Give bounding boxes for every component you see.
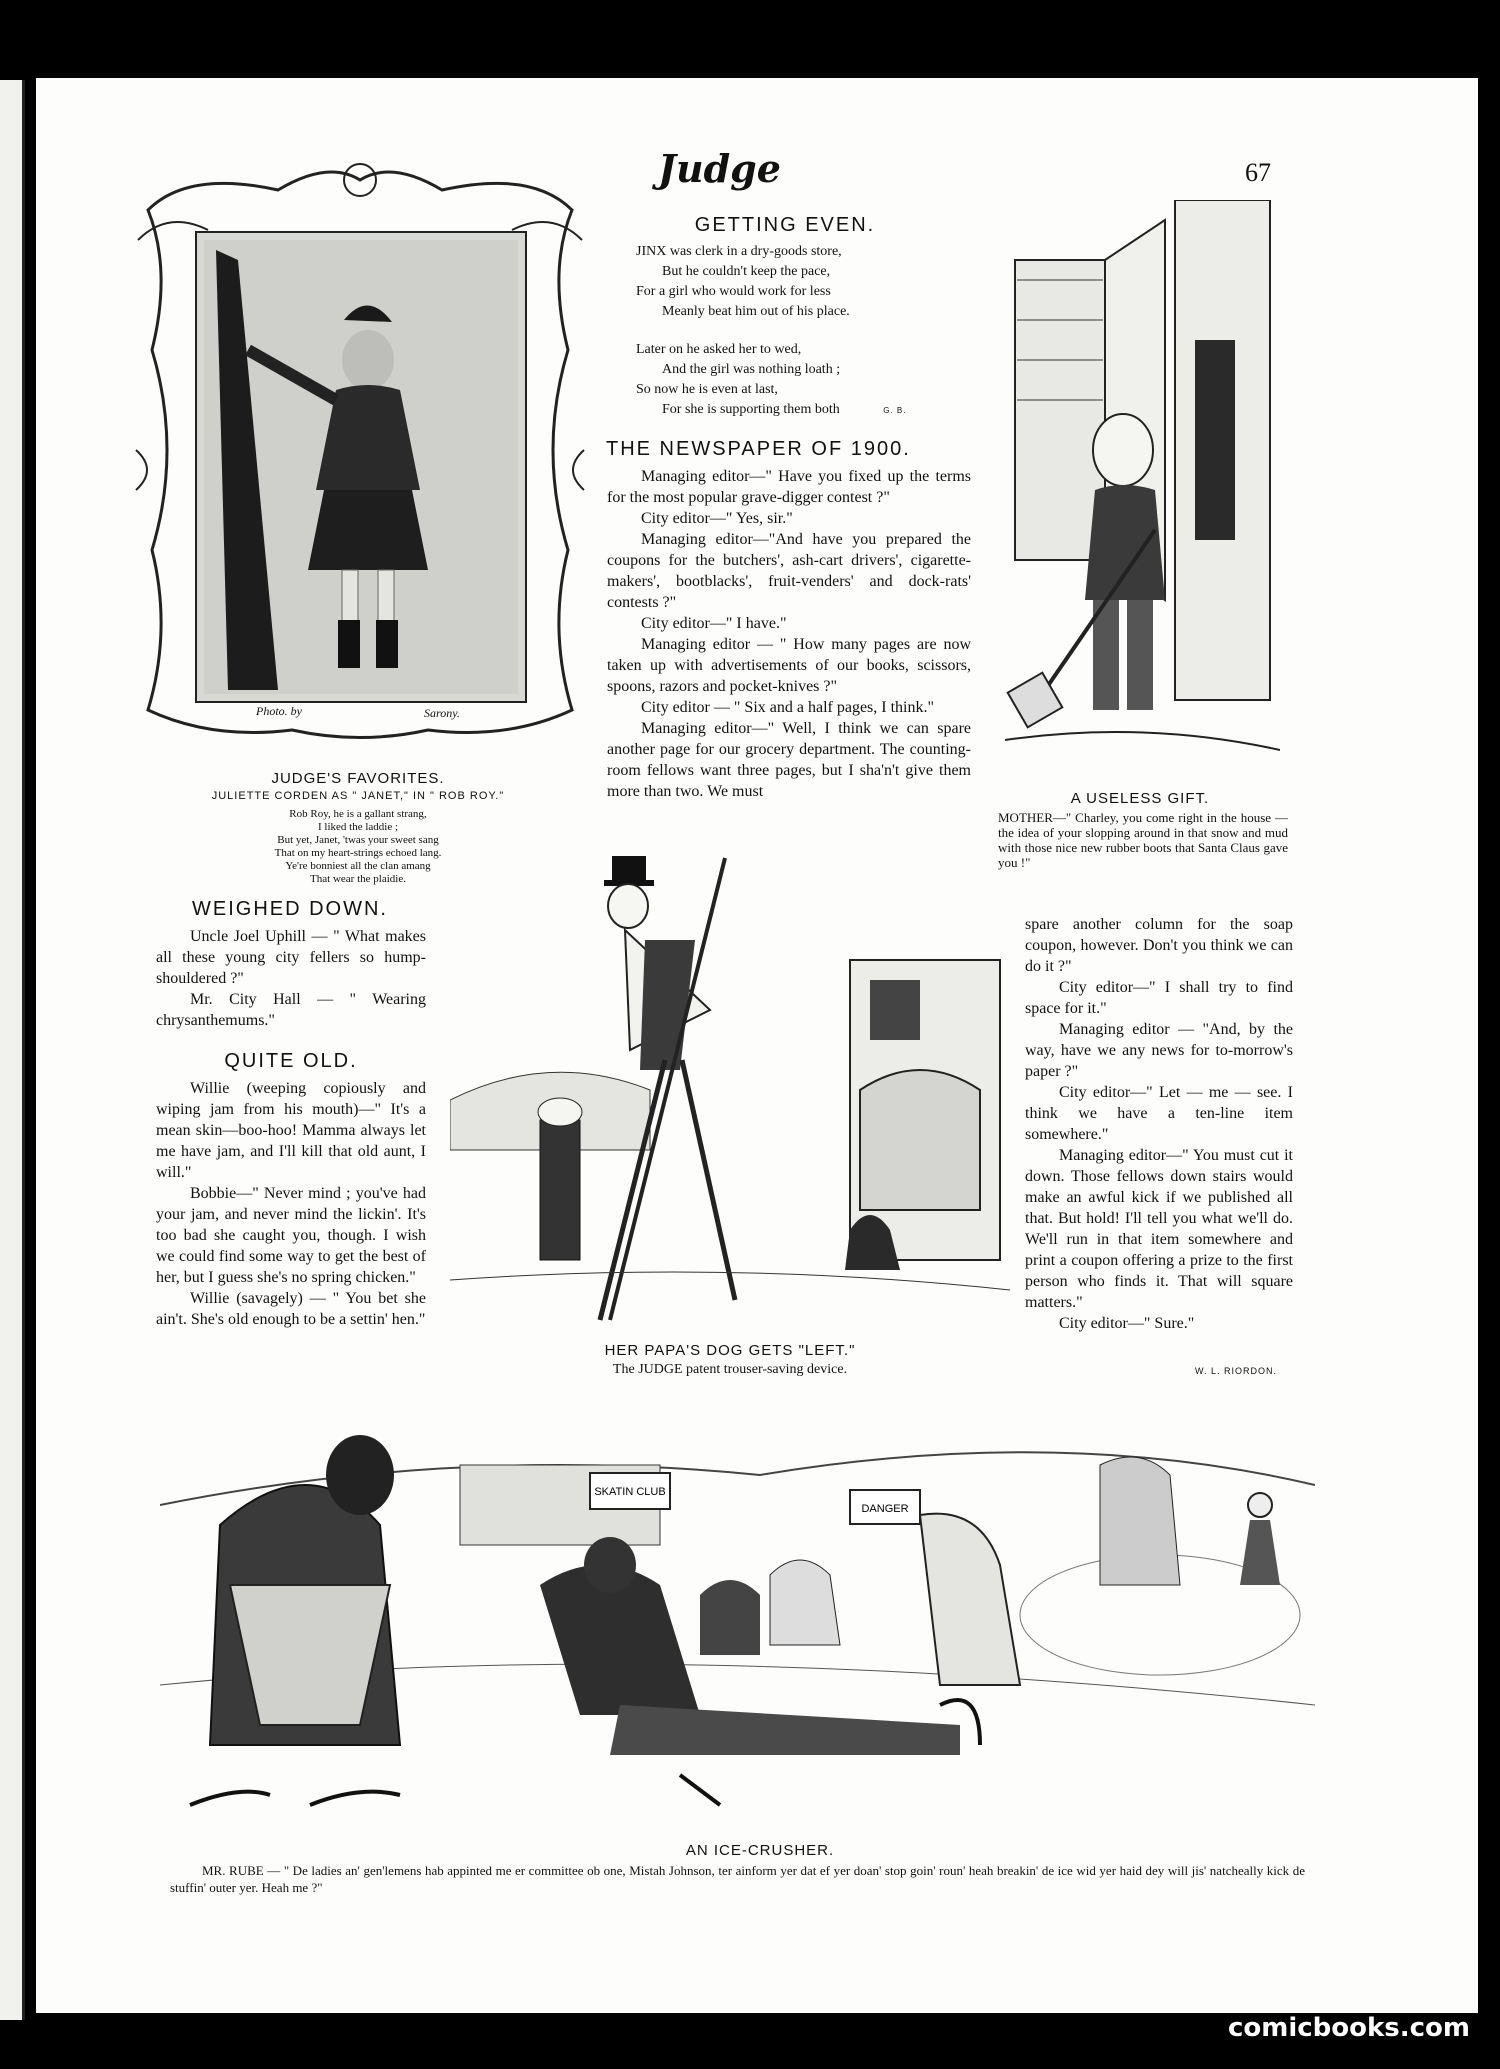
poem-line: But he couldn't keep the pace, <box>662 264 831 279</box>
useless-gift-title: A USELESS GIFT. <box>1070 790 1210 807</box>
page-number: 67 <box>1245 158 1271 187</box>
dialogue-para: Willie (savagely) — " You bet she ain't. She's old enough to be a settin' hen." <box>156 1290 426 1328</box>
dialogue-para: City editor — " Six and a half pages, I think." <box>641 699 935 716</box>
dialogue-para: Managing editor—" Well, I think we can spare another page for our grocery department. The counting-room fellows want three pages, but I sha'n't give them more than two. We must <box>607 720 971 800</box>
useless-gift-text: MOTHER—" Charley, you come right in the house — the idea of your slopping around in that snow and mud with those nice new rubber boots that Santa Claus gave you !" <box>998 810 1288 870</box>
verse-line: That wear the plaidie. <box>310 873 406 885</box>
poem-line: And the girl was nothing loath ; <box>662 362 841 377</box>
ornamental-frame <box>128 150 592 745</box>
dialogue-para: City editor—" Let — me — see. I think we have a ten-line item somewhere." <box>1025 1084 1293 1143</box>
useless-gift-illustration <box>1005 200 1280 770</box>
verse-line: Ye're bonniest all the clan amang <box>285 860 431 872</box>
dialogue-para: Uncle Joel Uphill — " What makes all these young city fellers so hump-shouldered ?" <box>156 928 426 987</box>
dialogue-para: City editor—" I have." <box>641 615 787 632</box>
verse-line: Rob Roy, he is a gallant strang, <box>289 808 427 820</box>
newspaper-column-1 <box>607 466 971 802</box>
poem-line: For she is supporting them both G. B. <box>662 402 907 417</box>
dialogue-para: Managing editor — "And, by the way, have we any news for to-morrow's paper ?" <box>1025 1021 1293 1080</box>
newspaper-column-2 <box>1025 914 1293 1334</box>
ice-crusher-illustration <box>160 1385 1315 1835</box>
verse-line: That on my heart-strings echoed lang. <box>274 847 442 859</box>
dialogue-para: City editor—" I shall try to find space for it." <box>1025 979 1293 1017</box>
photo-credit-right: Sarony. <box>424 706 460 720</box>
dialogue-para: Managing editor—" Have you fixed up the terms for the most popular grave-digger contest ?" <box>607 468 971 506</box>
portrait-illustration <box>128 150 592 745</box>
dialogue-para: City editor—" Sure." <box>1059 1315 1195 1332</box>
poem-line: For a girl who would work for less <box>636 284 831 299</box>
getting-even-title: GETTING EVEN. <box>694 214 876 236</box>
dialogue-para: Willie (weeping copiously and wiping jam from his mouth)—" It's a mean skin—boo-hoo! Mamma always let me have jam, and I'll kill that old aunt, I will." <box>156 1080 426 1181</box>
dialogue-para: Managing editor—" You must cut it down. Those fellows down stairs would make an awful kick if we published all that. But hold! I'll tell you what we'll do. We'll run in that item somewhere and print a coupon offering a prize to the first person who finds it. That will square matters." <box>1025 1147 1293 1311</box>
ice-crusher-title: AN ICE-CRUSHER. <box>685 1842 835 1859</box>
poem-line: So now he is even at last, <box>636 382 778 397</box>
poem-line: Meanly beat him out of his place. <box>662 304 850 319</box>
papas-dog-sub: The JUDGE patent trouser-saving device. <box>612 1362 848 1377</box>
dialogue-para: Managing editor—"And have you prepared the coupons for the butchers', ash-cart drivers', cigarette-makers', bootblacks', fruit-venders' and dock-rats' contests ?" <box>607 531 971 611</box>
stilts-illustration <box>450 850 1010 1340</box>
poem-line: JINX was clerk in a dry-goods store, <box>636 244 842 259</box>
dialogue-para: Managing editor — " How many pages are now taken up with advertisements of our books, scissors, spoons, razors and pocket-knives ?" <box>607 636 971 695</box>
getting-even-poem <box>636 242 956 421</box>
photo-credit-left: Photo. by <box>256 704 302 718</box>
newspaper-title: THE NEWSPAPER OF 1900. <box>606 438 911 460</box>
quite-old-title: QUITE OLD. <box>224 1050 358 1072</box>
poem-line: Later on he asked her to wed, <box>636 342 802 357</box>
poem-signature: G. B. <box>883 406 907 415</box>
portrait-caption-title: JUDGE'S FAVORITES. <box>271 770 445 787</box>
portrait-caption-sub: JULIETTE CORDEN AS " JANET," IN " ROB ROY." <box>211 790 505 802</box>
masthead: Judge <box>658 146 781 191</box>
verse-line: But yet, Janet, 'twas your sweet sang <box>277 834 439 846</box>
weighed-down-text <box>156 926 426 1031</box>
weighed-down-title: WEIGHED DOWN. <box>192 898 388 920</box>
verse-line: I liked the laddie ; <box>317 821 399 833</box>
papas-dog-title: HER PAPA'S DOG GETS "LEFT." <box>604 1342 856 1359</box>
adjacent-page-edge <box>0 80 25 2020</box>
dialogue-para: Bobbie—" Never mind ; you've had your jam, and never mind the lickin'. It's too bad she caught you, though. I wish we could find some way to get the best of her, but I guess she's no spring chicken." <box>156 1185 426 1286</box>
quite-old-text <box>156 1078 426 1330</box>
watermark: comicbooks.com <box>1227 2013 1470 2043</box>
dialogue-para: spare another column for the soap coupon, however. Don't you think we can do it ?" <box>1025 916 1293 975</box>
dialogue-para: City editor—" Yes, sir." <box>641 510 793 527</box>
ice-crusher-text: MR. RUBE — " De ladies an' gen'lemens hab appinted me er committee ob one, Mistah Johnson, ter ainform yer dat ef yer doan' stop goin' roun' heah breakin' de ice wid yer haid dey will jis' natcheally kick de stuffin' outer yer. Heah me ?" <box>170 1863 1305 1895</box>
skating-club-sign: SKATIN CLUB <box>594 1486 666 1498</box>
danger-sign: DANGER <box>861 1503 909 1515</box>
dialogue-para: Mr. City Hall — " Wearing chrysanthemums." <box>156 991 426 1029</box>
newspaper-credit: W. L. RIORDON. <box>1195 1366 1278 1376</box>
